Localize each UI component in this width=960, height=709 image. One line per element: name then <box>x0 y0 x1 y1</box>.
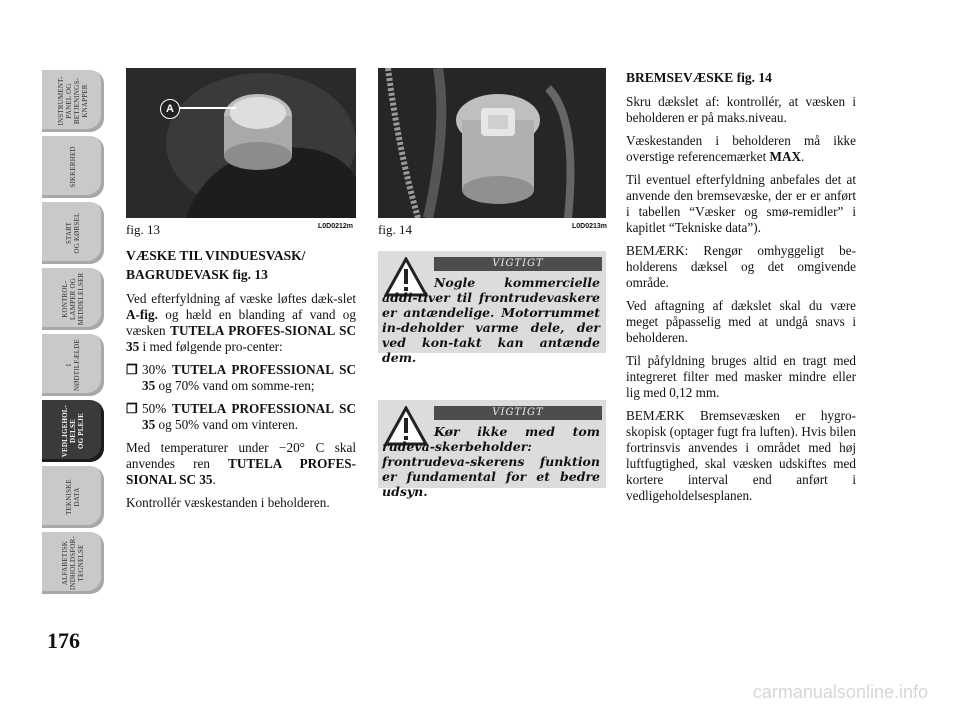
paragraph: Ved aftagning af dækslet skal du være meget påpasselig med at undgå snavs i beholderen. <box>626 298 856 345</box>
warning-text: Nogle kommercielle addi-tiver til frontrudevaskere er antændelige. Motorrummet in-deholder varme dele, der ved kon-takt kan antænde dem. <box>382 275 600 365</box>
figure-13-image <box>126 68 356 218</box>
paragraph: BEMÆRK: Rengør omhyggeligt be-holderens dæksel og det omgivende område. <box>626 243 856 290</box>
section-heading-brake-fluid: BREMSEVÆSKE fig. 14 <box>626 70 772 85</box>
list-item: ❒ 30% TUTELA PROFESSIONAL SC 35 og 70% vand om somme-ren; <box>126 362 356 393</box>
tab-start-og-korsel[interactable]: START OG KØRSEL <box>42 202 104 264</box>
warning-box-empty-reservoir <box>378 400 606 499</box>
fig13-code: L0D0212m <box>318 223 354 230</box>
marker-a-label: A <box>160 99 180 119</box>
fig14-caption: fig. 14 <box>378 222 412 237</box>
right-column <box>626 68 856 511</box>
tab-i-nodtilfaelde[interactable]: I NØDTILFÆLDE <box>42 334 104 396</box>
paragraph: BEMÆRK Bremsevæsken er hygro-skopisk (optager fugt fra luften). Hvis bilen fortrinsvis anvendes i området med høj luftfugtighed, skal væsken udskiftes med kortere interval end anført i vedligeholdelsesplanen. <box>626 408 856 503</box>
bullet-icon: ❒ <box>126 362 138 377</box>
paragraph-washer-intro: Ved efterfyldning af væske løftes dæk-slet A-fig. og hæld en blanding af vand og væsken TUTELA PROFES-SIONAL SC 35 i med følgende pro-center: <box>126 291 356 354</box>
tab-kontrollamper[interactable]: KONTROL- LAMPER OG MEDDELELSER <box>42 268 104 330</box>
page-number: 176 <box>47 628 80 653</box>
left-column <box>126 246 356 518</box>
paragraph: Til eventuel efterfyldning anbefales det at anvende den bremsevæske, der er er anført i tabellen “Væsker og smø-remidler” i kapitlet “Tekniske data”). <box>626 172 856 235</box>
figure-14-image <box>378 68 606 218</box>
tab-instrumentpanel[interactable]: INSTRUMENT- PANEL OG BETJENINGS- KNAPPER <box>42 70 104 132</box>
warning-text: Kør ikke med tom rudeva-skerbeholder: frontrudeva-skerens funktion er fundamental for et bedre udsyn. <box>382 424 600 499</box>
warning-title: VIGTIGT <box>434 257 602 271</box>
warning-box-additives <box>378 251 606 365</box>
tab-sikkerhed[interactable]: SIKKERHED <box>42 136 104 198</box>
washer-reservoir-illustration <box>126 68 356 218</box>
paragraph-check-level: Kontrollér væskestanden i beholderen. <box>126 495 330 510</box>
paragraph: Til påfyldning bruges altid en tragt med integreret filter med masker mindre eller lig med 0,12 mm. <box>626 353 856 400</box>
list-item: ❒ 50% TUTELA PROFESSIONAL SC 35 og 50% vand om vinteren. <box>126 401 356 432</box>
section-heading-washer: VÆSKE TIL VINDUESVASK/ BAGRUDEVASK fig. 13 <box>126 248 306 282</box>
fig14-code: L0D0213m <box>572 223 608 230</box>
warning-title: VIGTIGT <box>434 406 602 420</box>
tab-vedligeholdelse[interactable]: VEDLIGEHOL- DELSE OG PLEJE <box>42 400 104 462</box>
paragraph: Væskestanden i beholderen må ikke overstige referencemærket MAX. <box>626 133 856 164</box>
bullet-icon: ❒ <box>126 401 138 416</box>
paragraph: Skru dækslet af: kontrollér, at væsken i beholderen er på maks.niveau. <box>626 94 856 125</box>
watermark: carmanualsonline.info <box>752 682 928 702</box>
tab-alfabetisk-indhold[interactable]: ALFABETISK INDHOLDSFOR- TEGNELSE <box>42 532 104 594</box>
fig13-caption: fig. 13 <box>126 222 160 237</box>
tab-tekniske-data[interactable]: TEKNISKE DATA <box>42 466 104 528</box>
brake-fluid-reservoir-illustration <box>378 68 606 218</box>
paragraph-low-temp: Med temperaturer under −20° C skal anvendes ren TUTELA PROFES-SIONAL SC 35. <box>126 440 357 487</box>
